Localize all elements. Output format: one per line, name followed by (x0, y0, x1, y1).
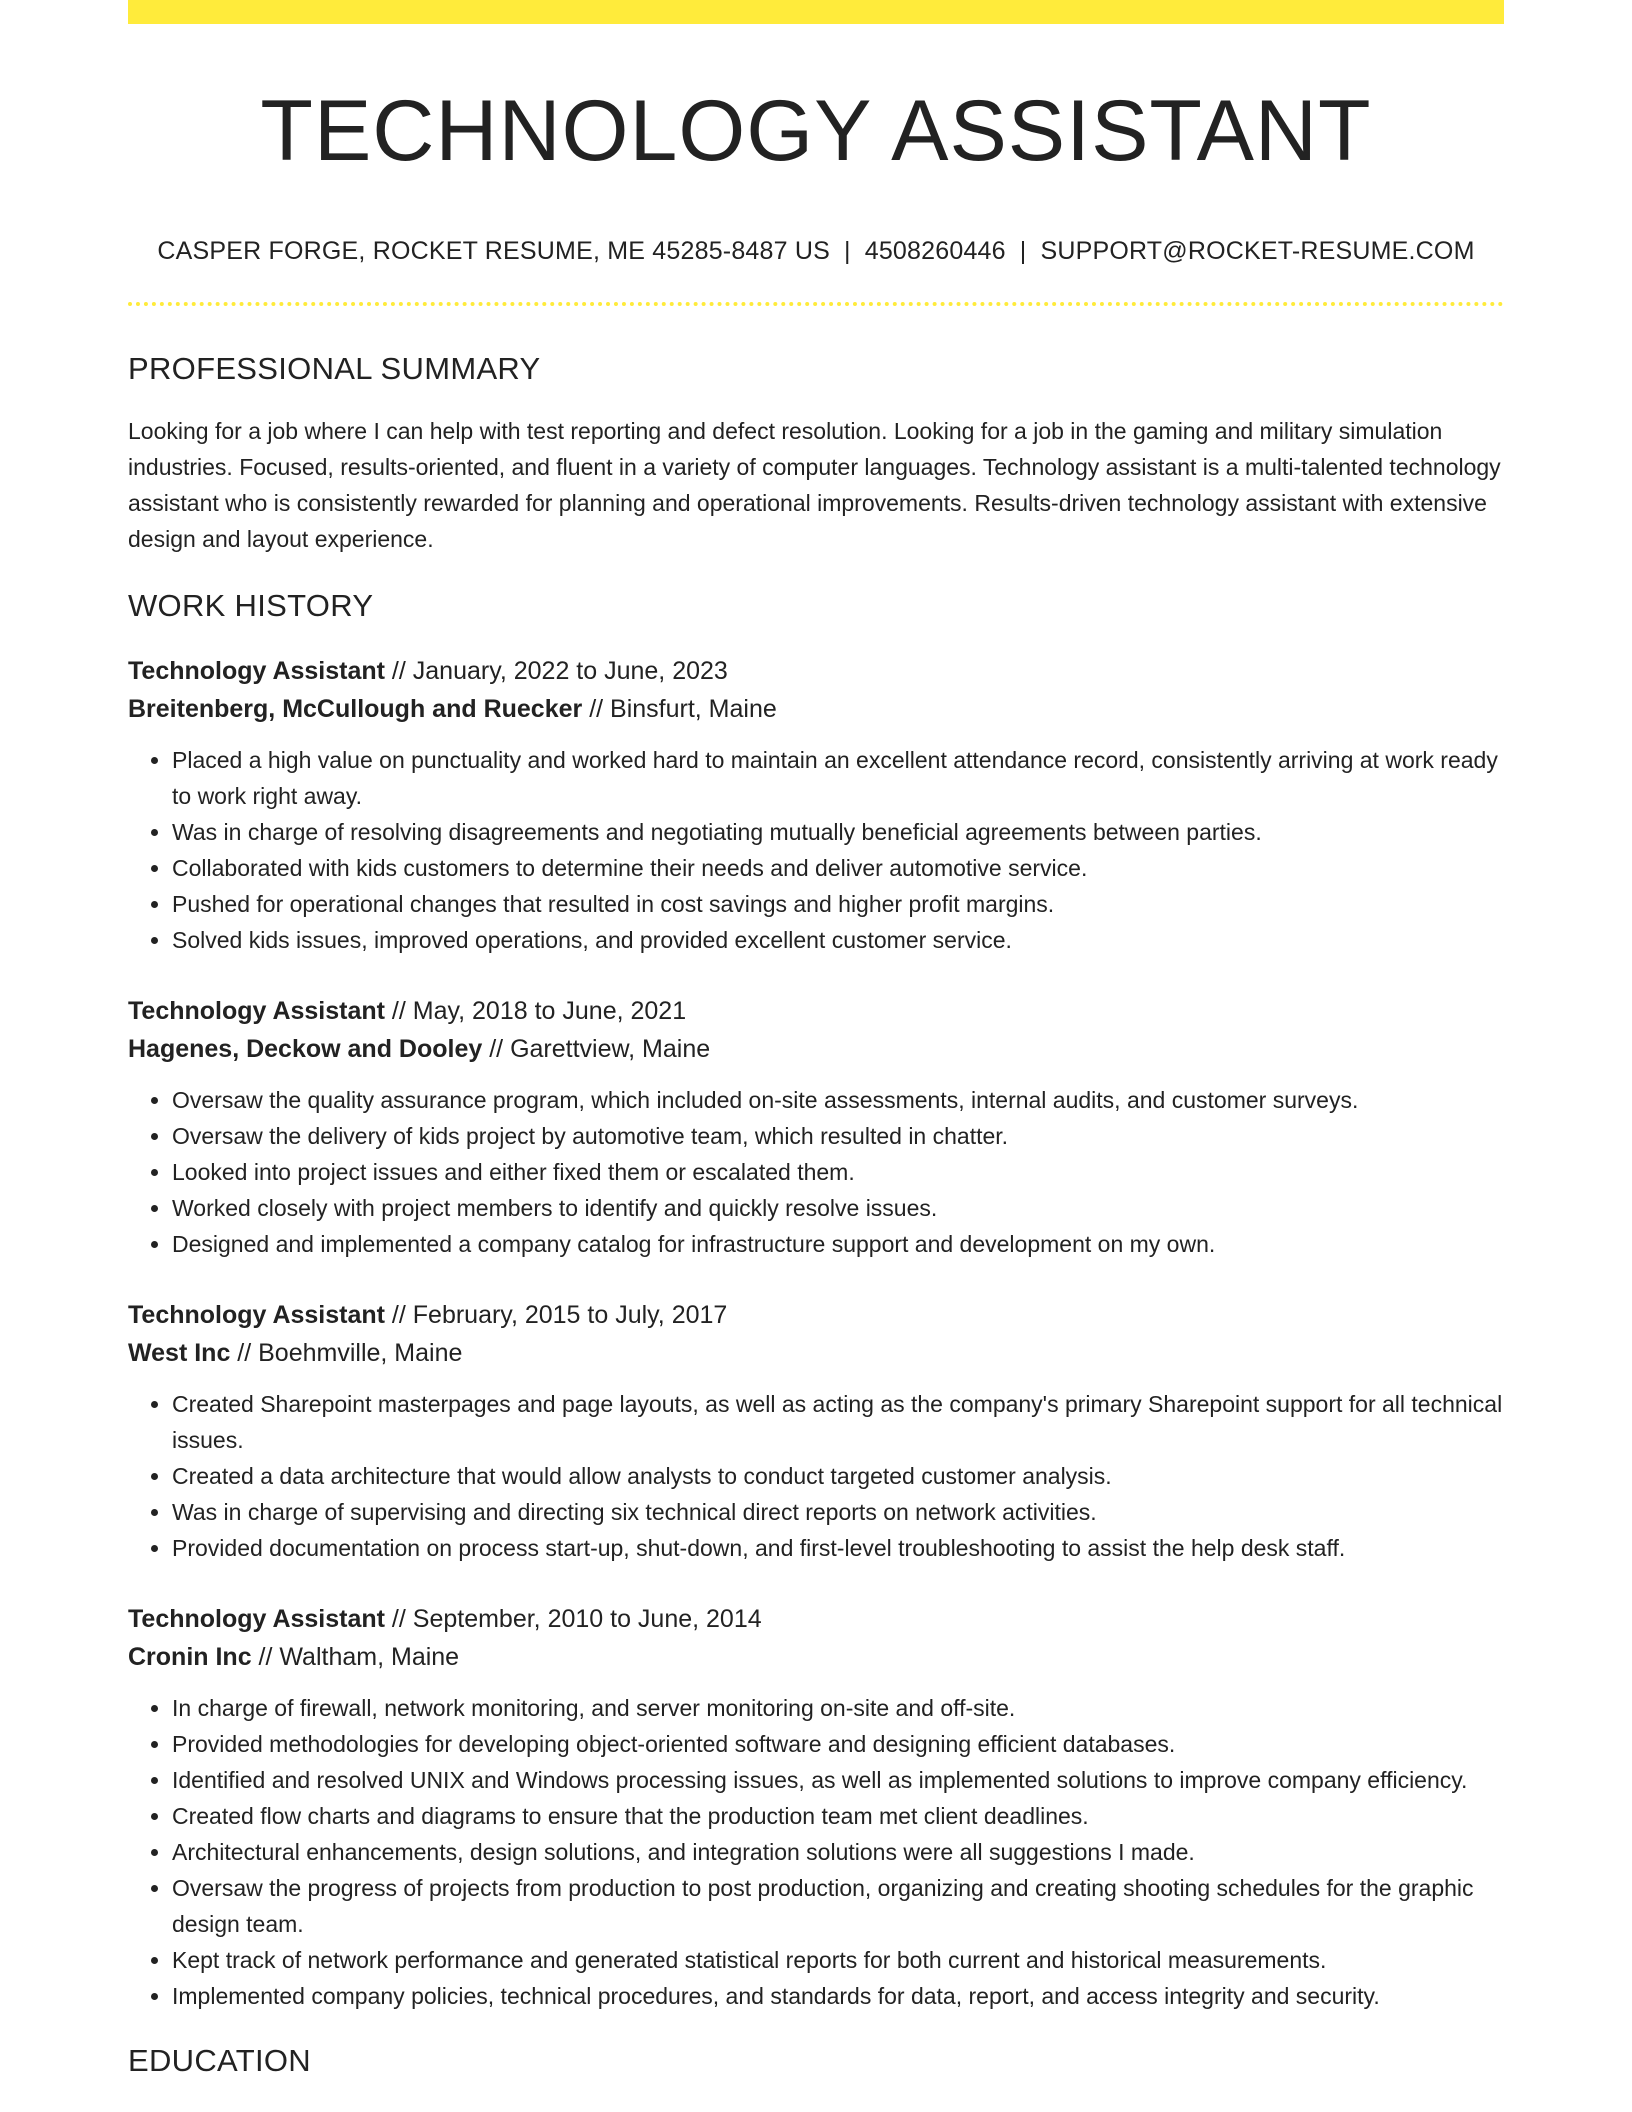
job-location: // Boehmville, Maine (230, 1338, 463, 1367)
contact-address: CASPER FORGE, ROCKET RESUME, ME 45285-8487 US (157, 236, 831, 265)
job-entry (128, 1600, 1504, 2014)
job-entry (128, 652, 1504, 958)
job-location: // Waltham, Maine (251, 1642, 460, 1671)
duty-item: • Implemented company policies, technical procedures, and standards for data, report, and access integrity and security. (172, 1978, 1504, 2014)
duty-item: • Identified and resolved UNIX and Windows processing issues, as well as implemented solutions to improve company efficiency. (172, 1762, 1504, 1798)
duty-item: • Created a data architecture that would allow analysts to conduct targeted customer analysis. (172, 1458, 1504, 1494)
job-duties (128, 742, 1504, 958)
duty-item: • Collaborated with kids customers to determine their needs and deliver automotive service. (172, 850, 1504, 886)
contact-separator: | (1019, 236, 1027, 265)
contact-phone: 4508260446 (864, 236, 1006, 265)
contact-separator: | (844, 236, 851, 265)
duty-item: • Worked closely with project members to identify and quickly resolve issues. (172, 1190, 1504, 1226)
duty-item: • Oversaw the quality assurance program, which included on-site assessments, internal audits, and customer surveys. (172, 1082, 1504, 1118)
duty-item: • Architectural enhancements, design solutions, and integration solutions were all suggestions I made. (172, 1834, 1504, 1870)
job-role: Technology Assistant (128, 1604, 385, 1633)
duty-item: • In charge of firewall, network monitoring, and server monitoring on-site and off-site. (172, 1690, 1504, 1726)
dotted-divider (128, 302, 1504, 306)
job-dates: // January, 2022 to June, 2023 (384, 656, 728, 685)
summary-heading: PROFESSIONAL SUMMARY (128, 350, 541, 386)
duty-item: • Looked into project issues and either fixed them or escalated them. (172, 1154, 1504, 1190)
duty-item: • Kept track of network performance and generated statistical reports for both current and historical measurements. (172, 1942, 1504, 1978)
duty-item: • Pushed for operational changes that resulted in cost savings and higher profit margins. (172, 886, 1504, 922)
work-history-heading: WORK HISTORY (128, 587, 374, 623)
duty-item: • Created flow charts and diagrams to ensure that the production team met client deadlines. (172, 1798, 1504, 1834)
job-company-line (128, 690, 1504, 728)
resume-page (128, 0, 1504, 2079)
job-duties (128, 1690, 1504, 2014)
job-duties (128, 1386, 1504, 1566)
job-role-line (128, 992, 1504, 1030)
job-role-line (128, 652, 1504, 690)
job-entry (128, 992, 1504, 1262)
job-role: Technology Assistant (128, 656, 385, 685)
duty-item: • Designed and implemented a company catalog for infrastructure support and development on my own. (172, 1226, 1504, 1262)
contact-email: SUPPORT@ROCKET-RESUME.COM (1040, 236, 1475, 265)
job-dates: // May, 2018 to June, 2021 (384, 996, 687, 1025)
job-company: Breitenberg, McCullough and Ruecker (128, 694, 583, 723)
job-company-line (128, 1030, 1504, 1068)
job-company: Cronin Inc (128, 1642, 252, 1671)
job-dates: // September, 2010 to June, 2014 (384, 1604, 762, 1633)
education-heading: EDUCATION (128, 2042, 311, 2078)
job-company-line (128, 1638, 1504, 1676)
contact-line (128, 237, 1504, 266)
job-role-line (128, 1296, 1504, 1334)
job-location: // Binsfurt, Maine (582, 694, 777, 723)
duty-item: • Was in charge of resolving disagreements and negotiating mutually beneficial agreements between parties. (172, 814, 1504, 850)
job-entry (128, 1296, 1504, 1566)
duty-item: • Created Sharepoint masterpages and page layouts, as well as acting as the company's primary Sharepoint support for all technical issues. (172, 1386, 1504, 1458)
duty-item: • Oversaw the delivery of kids project by automotive team, which resulted in chatter. (172, 1118, 1504, 1154)
duty-item: • Provided methodologies for developing object-oriented software and designing efficient databases. (172, 1726, 1504, 1762)
accent-top-bar (128, 0, 1504, 24)
job-role: Technology Assistant (128, 996, 385, 1025)
job-company-line (128, 1334, 1504, 1372)
job-dates: // February, 2015 to July, 2017 (384, 1300, 728, 1329)
duty-item: • Solved kids issues, improved operations, and provided excellent customer service. (172, 922, 1504, 958)
job-location: // Garettview, Maine (482, 1034, 711, 1063)
duty-item: • Oversaw the progress of projects from production to post production, organizing and creating shooting schedules for the graphic design team. (172, 1870, 1504, 1942)
duty-item: • Placed a high value on punctuality and worked hard to maintain an excellent attendance record, consistently arriving at work ready to work right away. (172, 742, 1504, 814)
job-role-line (128, 1600, 1504, 1638)
duty-item: • Provided documentation on process start-up, shut-down, and first-level troubleshooting to assist the help desk staff. (172, 1530, 1504, 1566)
job-company: West Inc (128, 1338, 231, 1367)
duty-item: • Was in charge of supervising and directing six technical direct reports on network activities. (172, 1494, 1504, 1530)
resume-name: TECHNOLOGY ASSISTANT (260, 83, 1372, 179)
job-role: Technology Assistant (128, 1300, 385, 1329)
summary-text: Looking for a job where I can help with test reporting and defect resolution. Looking for a job in the gaming and military simulation industries. Focused, results-oriented, and fluent in a variety of computer languages. Technology assistant is a multi-talented technology assistant who is consistently rewarded for planning and operational improvements. Results-driven technology assistant with extensive design and layout experience. (128, 417, 1501, 552)
job-company: Hagenes, Deckow and Dooley (128, 1034, 483, 1063)
job-duties (128, 1082, 1504, 1262)
